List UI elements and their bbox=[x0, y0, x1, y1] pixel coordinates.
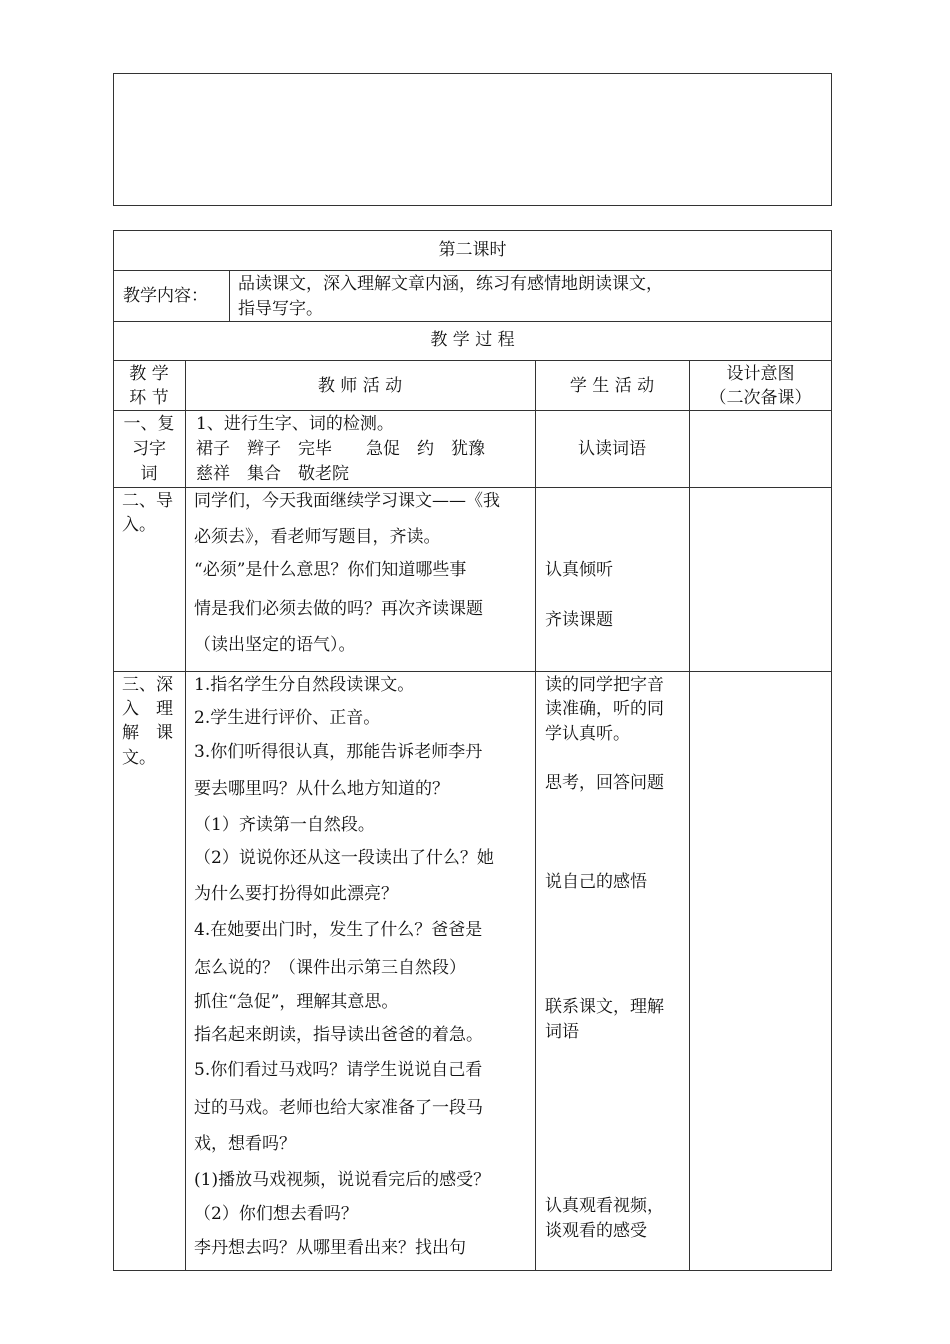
teacher-activity-line: 3.你们听得很认真，那能告诉老师李丹 bbox=[194, 742, 483, 762]
student-activity-line: 认真观看视频， bbox=[545, 1196, 664, 1216]
table-rule bbox=[113, 360, 832, 361]
teacher-activity-line: 裙子 辫子 完毕 急促 约 犹豫 bbox=[196, 439, 485, 459]
table-rule bbox=[113, 270, 832, 271]
teacher-activity-line: （2）你们想去看吗？ bbox=[194, 1204, 358, 1224]
student-activity-line: 认真倾听 bbox=[545, 560, 613, 580]
table-rule bbox=[113, 671, 832, 672]
table-rule bbox=[113, 321, 832, 322]
table-rule bbox=[185, 360, 186, 1271]
teacher-activity-line: 1.指名学生分自然段读课文。 bbox=[194, 675, 415, 695]
stage-label-line: 入。 bbox=[122, 515, 156, 535]
student-activity-line: 思考，回答问题 bbox=[545, 773, 664, 793]
teacher-activity-line: 戏，想看吗？ bbox=[194, 1134, 296, 1154]
teacher-activity-line: 指名起来朗读，指导读出爸爸的着急。 bbox=[194, 1025, 483, 1045]
teacher-activity-line: 抓住“急促”，理解其意思。 bbox=[194, 992, 399, 1012]
teacher-activity-line: 李丹想去吗？从哪里看出来？找出句 bbox=[194, 1238, 466, 1258]
table-rule bbox=[113, 410, 832, 411]
empty-notes-box bbox=[113, 73, 832, 206]
stage-label-line: 解 课 bbox=[122, 723, 173, 743]
student-activity-line: 读的同学把字音 bbox=[545, 675, 664, 695]
teacher-activity-line: (1)播放马戏视频，说说看完后的感受？ bbox=[194, 1170, 491, 1190]
lesson-title: 第二课时 bbox=[438, 240, 507, 260]
student-activity-line: 联系课文，理解 bbox=[545, 997, 664, 1017]
teacher-activity-line: 为什么要打扮得如此漂亮？ bbox=[194, 884, 398, 904]
student-activity-line: 认读词语 bbox=[578, 439, 646, 459]
stage-header-line: 环 节 bbox=[129, 388, 169, 408]
student-activity-line: 学认真听。 bbox=[545, 724, 630, 744]
teacher-activity-line: 必须去》，看老师写题目，齐读。 bbox=[194, 527, 441, 547]
stage-label-line: 文。 bbox=[122, 748, 156, 768]
teacher-activity-line: 过的马戏。老师也给大家准备了一段马 bbox=[194, 1098, 483, 1118]
stage-header-line: 教 学 bbox=[129, 364, 169, 384]
teacher-activity-line: 1、进行生字、词的检测。 bbox=[196, 414, 394, 434]
content-text-line: 品读课文，深入理解文章内涵，练习有感情地朗读课文， bbox=[238, 274, 663, 294]
teacher-activity-line: （2）说说你还从这一段读出了什么？她 bbox=[194, 848, 494, 868]
stage-label-line: 三、深 bbox=[122, 675, 173, 695]
table-rule bbox=[113, 487, 832, 488]
content-label: 教学内容： bbox=[123, 286, 208, 306]
teacher-activity-line: 2.学生进行评价、正音。 bbox=[194, 708, 381, 728]
table-rule bbox=[229, 270, 230, 321]
teacher-activity-line: 同学们，今天我面继续学习课文——《我 bbox=[194, 491, 500, 511]
teacher-activity-line: “必须”是什么意思？你们知道哪些事 bbox=[194, 560, 467, 580]
stage-label-line: 二、导 bbox=[122, 491, 173, 511]
teacher-activity-line: 5.你们看过马戏吗？请学生说说自己看 bbox=[194, 1060, 483, 1080]
teacher-activity-header: 教 师 活 动 bbox=[317, 376, 403, 396]
stage-label-line: 入 理 bbox=[122, 699, 173, 719]
teacher-activity-line: （读出坚定的语气）。 bbox=[194, 635, 356, 655]
table-rule bbox=[689, 360, 690, 1271]
teacher-activity-line: 情是我们必须去做的吗？再次齐读课题 bbox=[194, 599, 483, 619]
design-intent-header-line: （二次备课） bbox=[709, 388, 812, 408]
student-activity-line: 谈观看的感受 bbox=[545, 1221, 647, 1241]
student-activity-line: 读准确，听的同 bbox=[545, 699, 664, 719]
teacher-activity-line: 要去哪里吗？从什么地方知道的？ bbox=[194, 779, 449, 799]
table-rule bbox=[535, 360, 536, 1271]
stage-label-line: 词 bbox=[140, 464, 158, 484]
student-activity-line: 齐读课题 bbox=[545, 610, 613, 630]
teacher-activity-line: （1）齐读第一自然段。 bbox=[194, 815, 375, 835]
stage-label-line: 习字 bbox=[132, 439, 166, 459]
student-activity-line: 说自己的感悟 bbox=[545, 872, 647, 892]
student-activity-line: 词语 bbox=[545, 1022, 579, 1042]
teacher-activity-line: 怎么说的？（课件出示第三自然段） bbox=[194, 958, 466, 978]
design-intent-header-line: 设计意图 bbox=[726, 364, 795, 384]
process-header: 教 学 过 程 bbox=[430, 330, 515, 350]
teacher-activity-line: 慈祥 集合 敬老院 bbox=[196, 464, 349, 484]
content-text-line: 指导写字。 bbox=[238, 299, 323, 319]
teacher-activity-line: 4.在她要出门时，发生了什么？爸爸是 bbox=[194, 920, 483, 940]
stage-label-line: 一、复 bbox=[123, 414, 175, 434]
student-activity-header: 学 生 活 动 bbox=[569, 376, 655, 396]
